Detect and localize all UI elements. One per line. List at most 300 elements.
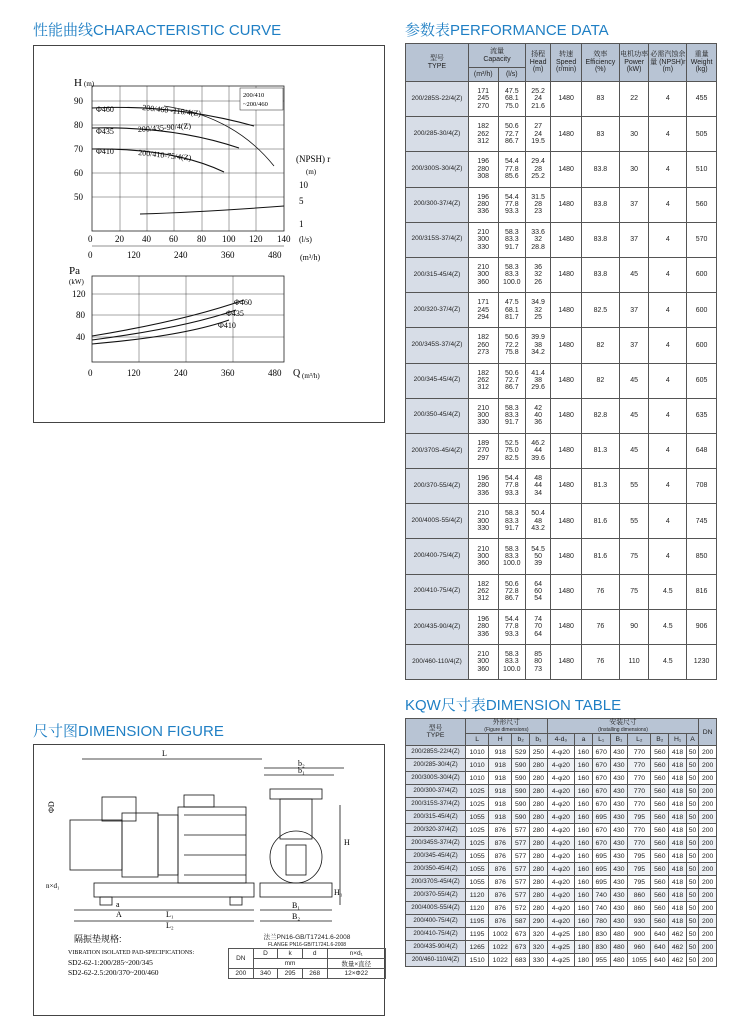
- dim-cell: 560: [651, 824, 669, 837]
- dim-cell: 280: [530, 837, 548, 850]
- dim-cell: 418: [669, 759, 687, 772]
- dim-label-H: H: [344, 838, 350, 847]
- dim-cell: 280: [530, 876, 548, 889]
- dim-col-header: H₁: [669, 734, 687, 746]
- perf-cell-q_m3h: 182 262 312: [468, 363, 498, 398]
- dim-cell: 780: [592, 915, 610, 928]
- dim-cell: 200: [699, 837, 717, 850]
- perf-cell-npsh: 4: [649, 363, 687, 398]
- perf-cell-weight: 570: [687, 222, 717, 257]
- dim-cell: 280: [530, 850, 548, 863]
- dim-cell: 1055: [466, 876, 489, 889]
- perf-cell-speed: 1480: [551, 293, 582, 328]
- dim-cell: 918: [489, 746, 512, 759]
- dim-cell: 430: [610, 915, 628, 928]
- dim-cell: 418: [669, 915, 687, 928]
- perf-cell-speed: 1480: [551, 645, 582, 680]
- perf-cell-head: 42 40 36: [526, 398, 551, 433]
- perf-cell-weight: 605: [687, 363, 717, 398]
- perf-cell-q_ls: 50.6 72.2 75.8: [498, 328, 525, 363]
- perf-cell-type: 200/410-75/4(Z): [406, 574, 469, 609]
- flange-value: 340: [253, 969, 278, 979]
- dim-cell: 430: [610, 759, 628, 772]
- dim-cell: 418: [669, 798, 687, 811]
- curve-label: 200/410-75/4(Z): [137, 148, 192, 163]
- perf-cell-type: 200/460-110/4(Z): [406, 645, 469, 680]
- dim-cell: 4-φ25: [547, 954, 574, 967]
- perf-cell-type: 200/315S-37/4(Z): [406, 222, 469, 257]
- dim-cell: 590: [512, 759, 530, 772]
- dim-cell: 577: [512, 837, 530, 850]
- dim-cell: 4-φ20: [547, 798, 574, 811]
- dim-cell: 430: [610, 811, 628, 824]
- dim-cell: 50: [686, 928, 698, 941]
- perf-cell-npsh: 4: [649, 152, 687, 187]
- dim-cell: 770: [628, 798, 651, 811]
- dim-cell: 160: [575, 811, 593, 824]
- dim-cell: 200: [699, 928, 717, 941]
- perf-cell-weight: 708: [687, 469, 717, 504]
- dim-cell: 4-φ20: [547, 746, 574, 759]
- dim-cell: 670: [592, 772, 610, 785]
- dim-cell: 160: [575, 889, 593, 902]
- dim-cell: 430: [610, 863, 628, 876]
- perf-cell-q_m3h: 196 280 336: [468, 187, 498, 222]
- perf-cell-type: 200/345S-37/4(Z): [406, 328, 469, 363]
- dim-cell: 180: [575, 954, 593, 967]
- perf-cell-q_ls: 54.4 77.8 85.6: [498, 152, 525, 187]
- perf-cell-power: 45: [619, 363, 649, 398]
- dimension-table: [405, 718, 717, 967]
- perf-cell-type: 200/435-90/4(Z): [406, 609, 469, 644]
- dim-cell: 4-φ20: [547, 837, 574, 850]
- perf-header-unit-m3h: (m³/h): [468, 68, 498, 82]
- pad-line: SD2-62-1:200/285~200/345: [68, 958, 153, 967]
- flange-value: 200: [229, 969, 254, 979]
- flow-ls-tick: 140: [277, 234, 291, 244]
- h-tick: 50: [74, 192, 83, 202]
- dim-cell: 50: [686, 915, 698, 928]
- perf-row: [406, 539, 717, 574]
- dim-cell: 200: [699, 759, 717, 772]
- h-tick: 60: [74, 168, 83, 178]
- dim-cell: 50: [686, 889, 698, 902]
- dim-cell: 930: [628, 915, 651, 928]
- dim-cell: 560: [651, 785, 669, 798]
- dim-cell: 418: [669, 811, 687, 824]
- perf-cell-speed: 1480: [551, 469, 582, 504]
- dim-cell: 1025: [466, 785, 489, 798]
- perf-cell-weight: 648: [687, 433, 717, 468]
- dim-cell: 200: [699, 889, 717, 902]
- dim-cell: 200: [699, 954, 717, 967]
- dim-cell: 795: [628, 811, 651, 824]
- dim-cell: 200: [699, 902, 717, 915]
- dim-cell: 160: [575, 902, 593, 915]
- dim-cell: 200: [699, 785, 717, 798]
- dim-cell: 50: [686, 941, 698, 954]
- perf-cell-power: 45: [619, 257, 649, 292]
- dim-cell: 1055: [466, 850, 489, 863]
- dim-label-L2: L₂: [166, 921, 174, 930]
- flow-ls-tick: 20: [115, 234, 124, 244]
- dim-cell: 462: [669, 928, 687, 941]
- dim-cell: 590: [512, 785, 530, 798]
- dim-row: [406, 954, 717, 967]
- dim-row: [406, 941, 717, 954]
- perf-row: [406, 574, 717, 609]
- dim-cell: 200/345S-37/4(Z): [406, 837, 466, 850]
- dim-cell: 160: [575, 824, 593, 837]
- dim-cell: 1120: [466, 889, 489, 902]
- dim-cell: 960: [628, 941, 651, 954]
- dim-cell: 640: [651, 928, 669, 941]
- dim-row: [406, 772, 717, 785]
- perf-header-power: 电机功率 Power (kW): [619, 44, 649, 82]
- dim-cell: 770: [628, 746, 651, 759]
- perf-cell-eff: 83.8: [582, 222, 620, 257]
- dim-cell: 876: [489, 824, 512, 837]
- dim-cell: 200/345-45/4(Z): [406, 850, 466, 863]
- perf-cell-head: 74 70 64: [526, 609, 551, 644]
- dim-cell: 560: [651, 746, 669, 759]
- power-grid-lines: [92, 276, 284, 362]
- dim-header-install: 安装尺寸 (Installing dimensions): [547, 719, 698, 734]
- perf-header-speed: 转速 Speed (r/min): [551, 44, 582, 82]
- perf-cell-q_m3h: 210 300 330: [468, 504, 498, 539]
- dim-cell: 1055: [628, 954, 651, 967]
- perf-cell-speed: 1480: [551, 539, 582, 574]
- perf-cell-q_ls: 47.5 68.1 75.0: [498, 82, 525, 117]
- perf-cell-power: 75: [619, 574, 649, 609]
- dim-cell: 200/410-75/4(Z): [406, 928, 466, 941]
- perf-cell-npsh: 4: [649, 222, 687, 257]
- dim-cell: 560: [651, 915, 669, 928]
- dim-cell: 670: [592, 837, 610, 850]
- dim-cell: 280: [530, 772, 548, 785]
- perf-cell-speed: 1480: [551, 152, 582, 187]
- flange-header: n×d₁: [327, 949, 386, 959]
- perf-cell-npsh: 4: [649, 257, 687, 292]
- performance-heading: 参数表PERFORMANCE DATA: [405, 22, 609, 39]
- dim-label-a: a: [116, 900, 120, 909]
- perf-row: [406, 609, 717, 644]
- dim-cell: 430: [610, 837, 628, 850]
- perf-cell-eff: 83.8: [582, 257, 620, 292]
- dim-row: [406, 811, 717, 824]
- dim-row: [406, 759, 717, 772]
- perf-cell-eff: 82.5: [582, 293, 620, 328]
- dim-cell: 670: [592, 798, 610, 811]
- dim-cell: 4-φ25: [547, 941, 574, 954]
- q-tick: 120: [127, 368, 141, 378]
- dim-cell: 430: [610, 798, 628, 811]
- perf-cell-type: 200/285-30/4(Z): [406, 117, 469, 152]
- dim-cell: 160: [575, 837, 593, 850]
- dim-cell: 50: [686, 759, 698, 772]
- dim-cell: 770: [628, 759, 651, 772]
- dim-cell: 290: [530, 915, 548, 928]
- dim-cell: 955: [592, 954, 610, 967]
- dim-cell: 180: [575, 928, 593, 941]
- perf-cell-power: 45: [619, 398, 649, 433]
- dim-cell: 1025: [466, 824, 489, 837]
- dim-cell: 50: [686, 837, 698, 850]
- impeller-label: Φ460: [96, 105, 114, 114]
- dimension-table-body: [406, 746, 717, 967]
- dim-cell: 670: [592, 759, 610, 772]
- dim-cell: 280: [530, 902, 548, 915]
- npsh-axis-unit: (m): [306, 168, 317, 176]
- dim-cell: 876: [489, 837, 512, 850]
- perf-cell-speed: 1480: [551, 257, 582, 292]
- perf-cell-power: 110: [619, 645, 649, 680]
- dim-cell: 529: [512, 746, 530, 759]
- dim-row: [406, 824, 717, 837]
- perf-cell-npsh: 4: [649, 504, 687, 539]
- flange-value: 268: [302, 969, 327, 979]
- perf-header-unit-ls: (l/s): [498, 68, 525, 82]
- perf-cell-weight: 635: [687, 398, 717, 433]
- dim-col-header: b₁: [530, 734, 548, 746]
- dim-header-outline: 外形尺寸 (Figure dimensions): [466, 719, 548, 734]
- perf-cell-q_m3h: 210 300 330: [468, 398, 498, 433]
- perf-cell-weight: 1230: [687, 645, 717, 680]
- dim-row: [406, 889, 717, 902]
- dim-row: [406, 902, 717, 915]
- dim-cell: 1010: [466, 746, 489, 759]
- flow-ls-unit: (l/s): [299, 235, 312, 244]
- dim-cell: 673: [512, 928, 530, 941]
- perf-cell-weight: 600: [687, 328, 717, 363]
- dim-cell: 740: [592, 889, 610, 902]
- dim-cell: 480: [610, 941, 628, 954]
- dim-cell: 4-φ20: [547, 889, 574, 902]
- power-curve-460: [92, 300, 244, 336]
- perf-cell-head: 33.6 32 28.8: [526, 222, 551, 257]
- dim-cell: 830: [592, 928, 610, 941]
- perf-cell-weight: 600: [687, 257, 717, 292]
- dim-cell: 640: [651, 954, 669, 967]
- dim-cell: 670: [592, 824, 610, 837]
- dim-cell: 50: [686, 746, 698, 759]
- dim-cell: 200/285-30/4(Z): [406, 759, 466, 772]
- dim-cell: 876: [489, 889, 512, 902]
- perf-cell-eff: 81.3: [582, 433, 620, 468]
- dim-cell: 900: [628, 928, 651, 941]
- perf-cell-q_ls: 58.3 83.3 91.7: [498, 398, 525, 433]
- perf-row: [406, 257, 717, 292]
- dim-cell: 560: [651, 863, 669, 876]
- curve-label: 200/435-90/4(Z): [137, 121, 192, 134]
- dim-cell: 1195: [466, 915, 489, 928]
- perf-cell-speed: 1480: [551, 328, 582, 363]
- perf-cell-power: 37: [619, 293, 649, 328]
- dim-header-type: 型号 TYPE: [406, 719, 466, 746]
- dim-col-header: B₁: [610, 734, 628, 746]
- dim-cell: 200: [699, 824, 717, 837]
- perf-row: [406, 363, 717, 398]
- h-tick: 90: [74, 96, 83, 106]
- perf-cell-eff: 76: [582, 574, 620, 609]
- perf-cell-speed: 1480: [551, 433, 582, 468]
- dim-cell: 418: [669, 785, 687, 798]
- dim-cell: 830: [592, 941, 610, 954]
- dim-cell: 670: [592, 785, 610, 798]
- dim-cell: 918: [489, 811, 512, 824]
- dim-cell: 200/285S-22/4(Z): [406, 746, 466, 759]
- perf-cell-weight: 745: [687, 504, 717, 539]
- dim-cell: 200/315-45/4(Z): [406, 811, 466, 824]
- perf-cell-eff: 81.6: [582, 504, 620, 539]
- dim-cell: 418: [669, 889, 687, 902]
- dim-cell: 560: [651, 837, 669, 850]
- dim-cell: 200/300S-30/4(Z): [406, 772, 466, 785]
- dim-cell: 462: [669, 954, 687, 967]
- dim-cell: 876: [489, 850, 512, 863]
- perf-row: [406, 152, 717, 187]
- dim-cell: 250: [530, 746, 548, 759]
- dim-cell: 430: [610, 850, 628, 863]
- perf-cell-power: 45: [619, 433, 649, 468]
- dim-cell: 200: [699, 876, 717, 889]
- q-tick: 480: [268, 368, 282, 378]
- impeller-label: Φ410: [96, 147, 114, 156]
- dim-cell: 418: [669, 863, 687, 876]
- perf-cell-weight: 906: [687, 609, 717, 644]
- dim-cell: 280: [530, 785, 548, 798]
- dim-cell: 160: [575, 785, 593, 798]
- perf-cell-head: 27 24 19.5: [526, 117, 551, 152]
- perf-cell-q_ls: 52.5 75.0 82.5: [498, 433, 525, 468]
- perf-cell-power: 55: [619, 504, 649, 539]
- dim-label-L: L: [162, 749, 167, 758]
- perf-cell-head: 50.4 48 43.2: [526, 504, 551, 539]
- dim-cell: 50: [686, 798, 698, 811]
- flow-m3h-tick: 240: [174, 250, 188, 260]
- dim-cell: 876: [489, 876, 512, 889]
- perf-cell-type: 200/345-45/4(Z): [406, 363, 469, 398]
- curve-legend-line: ~200/460: [243, 101, 268, 108]
- dim-cell: 695: [592, 850, 610, 863]
- perf-cell-q_m3h: 210 300 360: [468, 257, 498, 292]
- dim-cell: 200/400S-55/4(Z): [406, 902, 466, 915]
- flow-m3h-tick: 0: [88, 250, 93, 260]
- dim-cell: 418: [669, 902, 687, 915]
- dimension-figure-heading: 尺寸图DIMENSION FIGURE: [33, 723, 224, 740]
- dim-row: [406, 863, 717, 876]
- perf-header-npsh: 必需汽蚀余量 (NPSH)r (m): [649, 44, 687, 82]
- perf-cell-q_m3h: 196 280 336: [468, 469, 498, 504]
- perf-cell-head: 46.2 44 39.6: [526, 433, 551, 468]
- perf-cell-eff: 82.8: [582, 398, 620, 433]
- dim-row: [406, 928, 717, 941]
- dim-cell: 280: [530, 889, 548, 902]
- perf-cell-weight: 505: [687, 117, 717, 152]
- dim-label-B2: B₂: [292, 912, 301, 921]
- dim-cell: 4-φ20: [547, 902, 574, 915]
- pa-axis-unit: (kW): [69, 278, 84, 286]
- power-grid-frame: [92, 276, 284, 362]
- impeller-label: Φ435: [96, 127, 114, 136]
- dim-cell: 418: [669, 772, 687, 785]
- perf-cell-head: 41.4 38 29.6: [526, 363, 551, 398]
- flange-value: 295: [278, 969, 303, 979]
- h-axis-unit: (m): [84, 80, 95, 88]
- dim-cell: 50: [686, 824, 698, 837]
- perf-cell-speed: 1480: [551, 187, 582, 222]
- perf-cell-head: 39.9 38 34.2: [526, 328, 551, 363]
- dim-row: [406, 876, 717, 889]
- perf-row: [406, 117, 717, 152]
- perf-cell-speed: 1480: [551, 398, 582, 433]
- dim-cell: 200: [699, 772, 717, 785]
- perf-cell-type: 200/370S-45/4(Z): [406, 433, 469, 468]
- dim-cell: 4-φ20: [547, 915, 574, 928]
- perf-cell-q_ls: 58.3 83.3 100.0: [498, 257, 525, 292]
- dim-cell: 430: [610, 876, 628, 889]
- perf-row: [406, 222, 717, 257]
- dim-cell: 683: [512, 954, 530, 967]
- dim-label-b1: b₁: [298, 766, 305, 775]
- dim-cell: 670: [592, 746, 610, 759]
- perf-row: [406, 187, 717, 222]
- perf-cell-speed: 1480: [551, 609, 582, 644]
- dim-cell: 770: [628, 772, 651, 785]
- dim-label-H1: H₁: [334, 888, 343, 897]
- h-tick: 80: [74, 120, 83, 130]
- dim-cell: 740: [592, 902, 610, 915]
- perf-cell-speed: 1480: [551, 222, 582, 257]
- perf-cell-q_m3h: 210 300 330: [468, 222, 498, 257]
- perf-cell-q_ls: 47.5 68.1 81.7: [498, 293, 525, 328]
- dim-cell: 4-φ25: [547, 928, 574, 941]
- dim-cell: 50: [686, 902, 698, 915]
- dim-cell: 577: [512, 889, 530, 902]
- flange-header: d: [302, 949, 327, 959]
- flow-m3h-tick: 480: [268, 250, 282, 260]
- perf-cell-weight: 455: [687, 82, 717, 117]
- perf-cell-q_ls: 58.3 83.3 100.0: [498, 539, 525, 574]
- npsh-tick: 1: [299, 219, 304, 229]
- dim-cell: 695: [592, 876, 610, 889]
- perf-cell-eff: 81.6: [582, 539, 620, 574]
- dim-cell: 418: [669, 837, 687, 850]
- npsh-tick: 10: [299, 180, 308, 190]
- flow-ls-tick: 0: [88, 234, 93, 244]
- power-impeller-label: Φ460: [234, 298, 252, 307]
- dim-cell: 560: [651, 772, 669, 785]
- perf-row: [406, 433, 717, 468]
- perf-cell-type: 200/320-37/4(Z): [406, 293, 469, 328]
- dim-cell: 480: [610, 954, 628, 967]
- perf-cell-head: 54.5 50 39: [526, 539, 551, 574]
- perf-cell-npsh: 4: [649, 187, 687, 222]
- dim-cell: 200: [699, 941, 717, 954]
- dim-row: [406, 746, 717, 759]
- dim-cell: 430: [610, 902, 628, 915]
- dim-col-header: a: [575, 734, 593, 746]
- dim-cell: 200/460-110/4(Z): [406, 954, 466, 967]
- dim-col-header: b₂: [512, 734, 530, 746]
- flow-m3h-unit: (m³/h): [300, 253, 321, 262]
- dim-label-nxd: n×d₁: [46, 882, 60, 890]
- perf-cell-npsh: 4: [649, 328, 687, 363]
- q-tick: 360: [221, 368, 235, 378]
- dim-cell: 1025: [466, 798, 489, 811]
- npsh-axis-label: (NPSH) r: [296, 154, 331, 164]
- dim-cell: 418: [669, 824, 687, 837]
